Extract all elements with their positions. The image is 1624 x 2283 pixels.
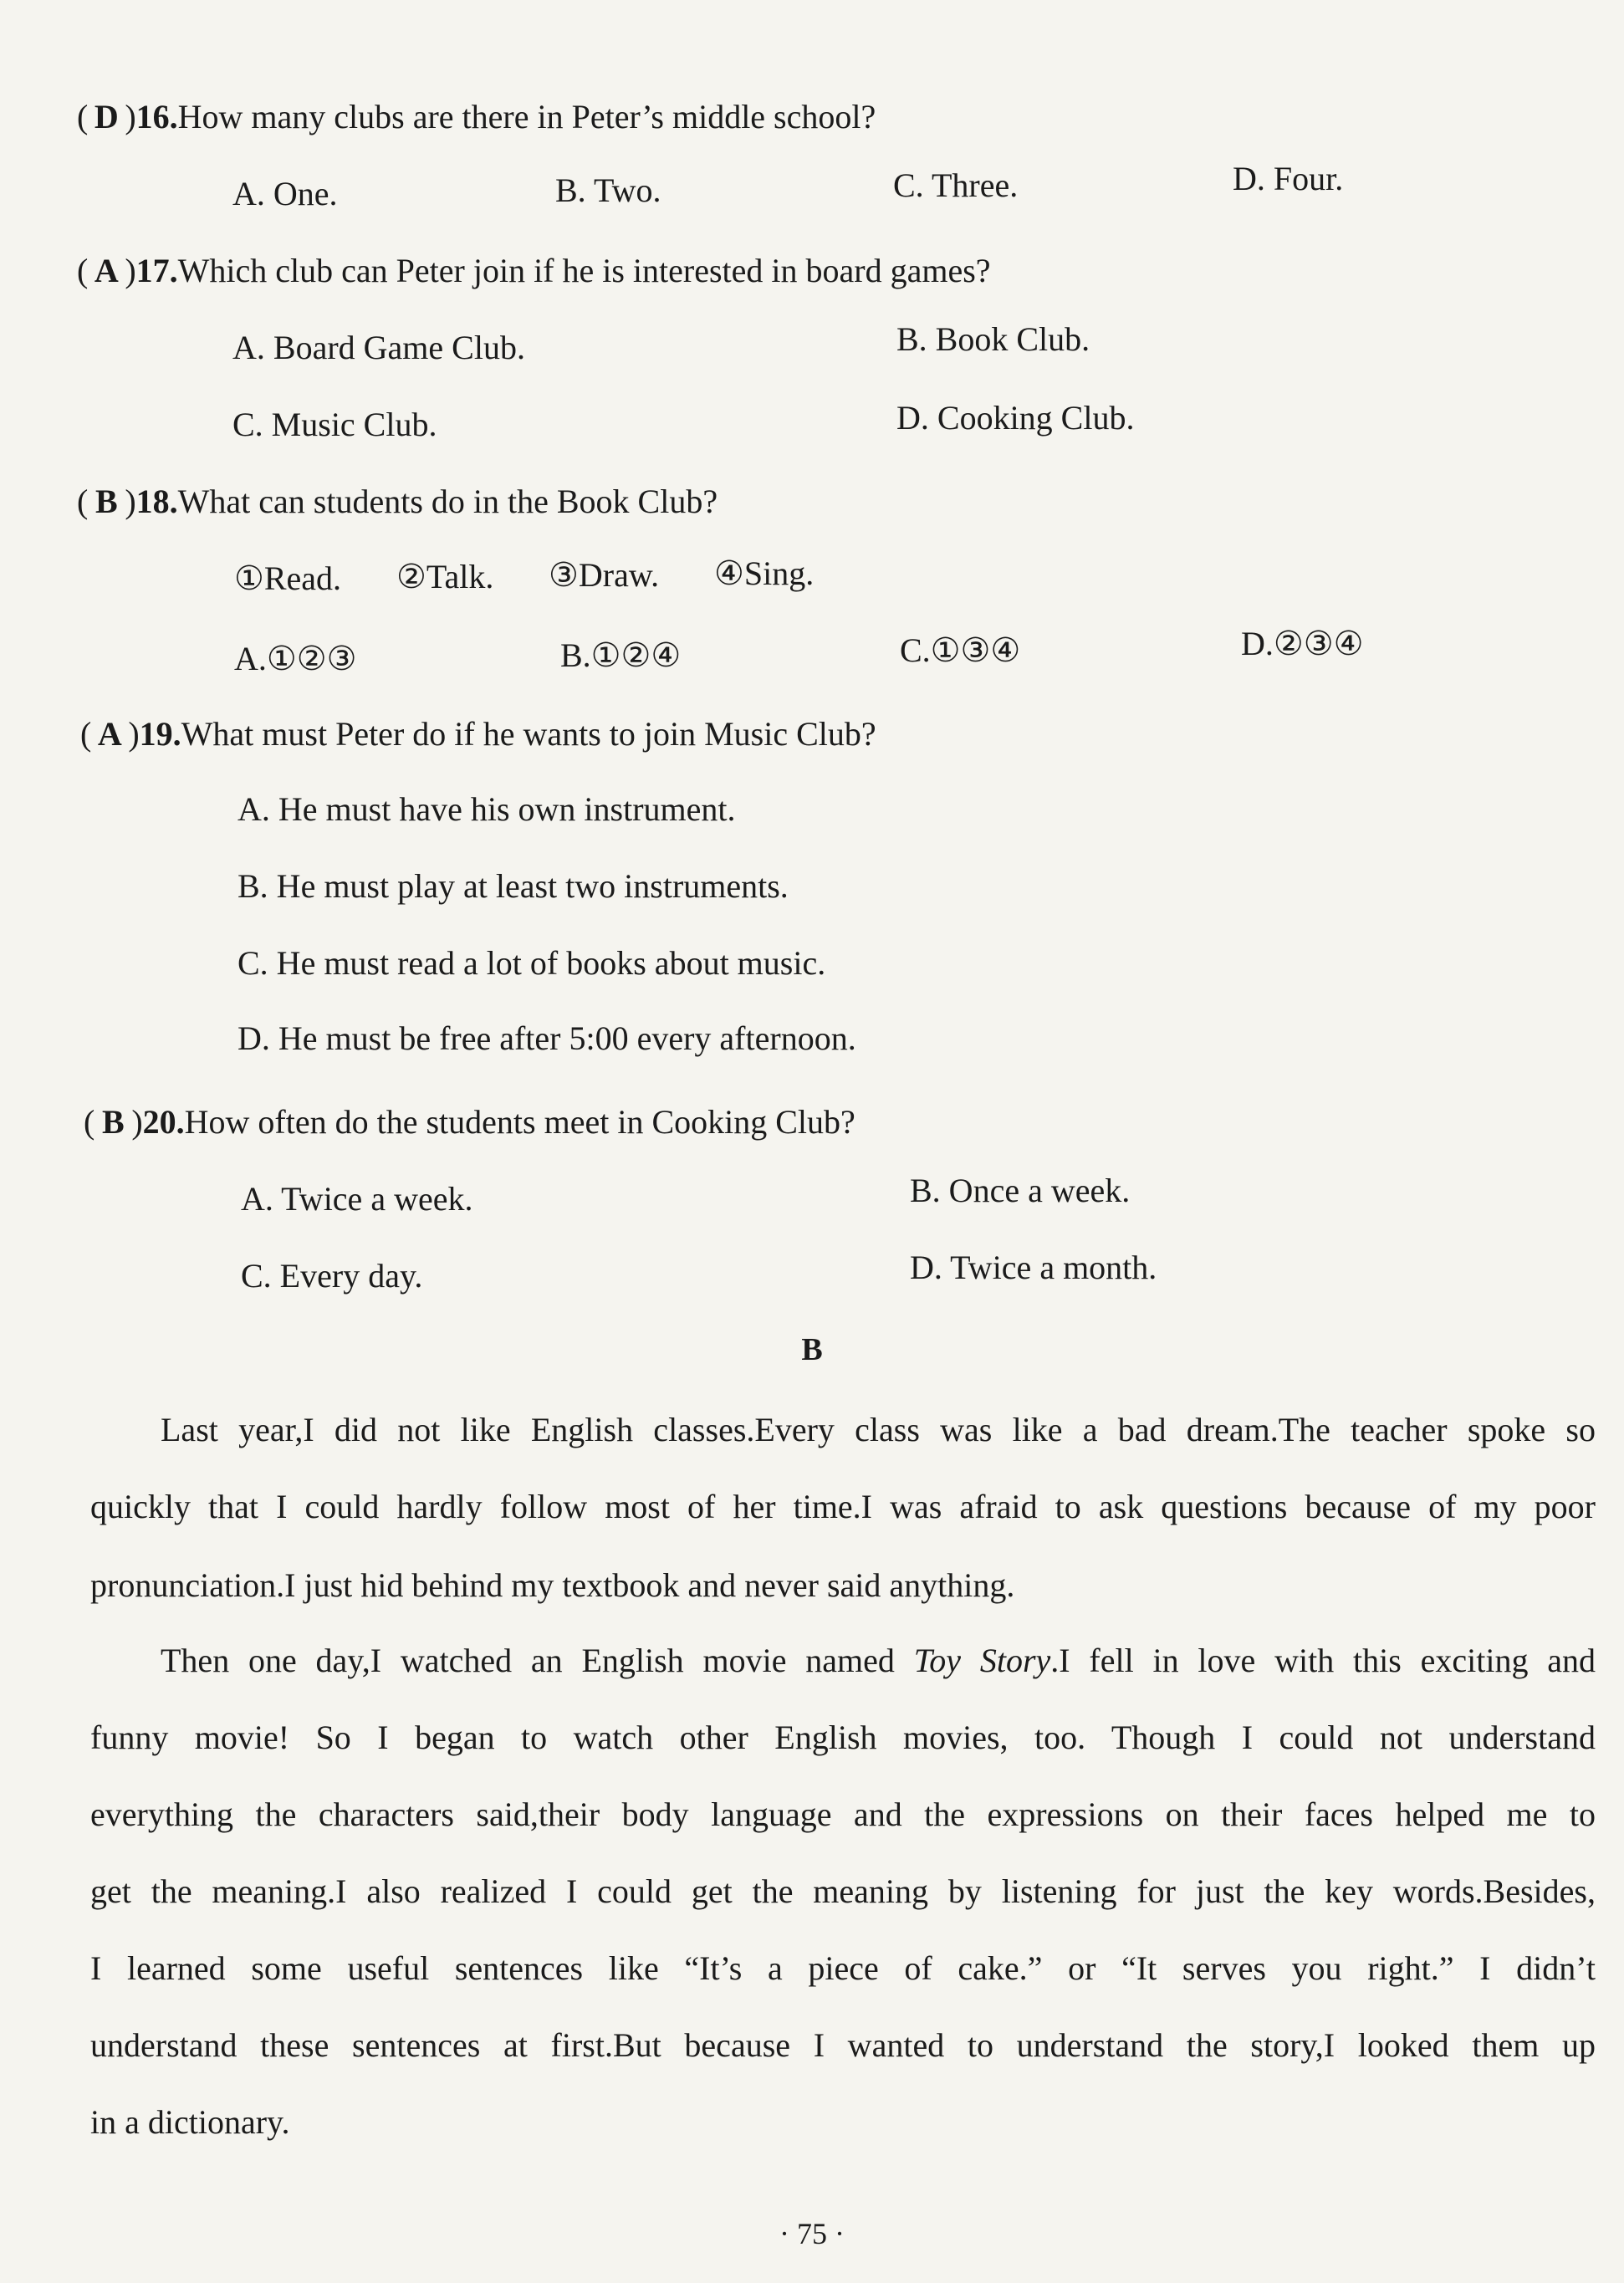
answer-17: A [94,252,119,289]
passage-line: understand these sentences at first.But because I wanted to understand the story,I looked them up [90,2026,1596,2064]
question-number: 16. [135,98,178,135]
option-a: A. One. [232,175,338,212]
answer-18: B [94,483,118,520]
question-text: What must Peter do if he wants to join Music Club? [181,715,876,753]
option-d: D.②③④ [1241,625,1364,662]
option-c: C. He must read a lot of books about music. [237,944,826,982]
question-18: ( B )18.What can students do in the Book Club? [77,480,718,524]
item-3: ③Draw. [549,556,660,594]
option-b: B.①②④ [560,636,682,674]
answer-16: D [94,98,119,135]
option-c: C.①③④ [900,631,1021,669]
option-c: C. Every day. [241,1257,423,1295]
question-19: ( A )19.What must Peter do if he wants to join Music Club? [80,712,876,756]
passage-line: everything the characters said,their body language and the expressions on their faces helped me to [90,1795,1596,1833]
answer-20: B [101,1103,125,1141]
question-number: 19. [139,715,181,753]
item-4: ④Sing. [714,554,815,592]
passage-line: Last year,I did not like English classes.Every class was like a bad dream.The teacher spoke so [161,1411,1596,1448]
passage-line: funny movie! So I began to watch other English movies, too. Though I could not understand [90,1719,1596,1756]
option-d: D. Twice a month. [910,1249,1157,1286]
question-20: ( B )20.How often do the students meet in Cooking Club? [84,1101,855,1144]
option-b: B. He must play at least two instruments. [237,867,789,905]
item-2: ②Talk. [396,558,494,595]
passage-line: I learned some useful sentences like “It’s a piece of cake.” or “It serves you right.” I didn’t [90,1949,1596,1987]
question-text: How many clubs are there in Peter’s middle school? [177,98,876,135]
question-number: 20. [142,1103,185,1141]
question-number: 18. [135,483,178,520]
movie-title: Toy Story [913,1642,1051,1679]
passage-line: in a dictionary. [90,2103,290,2141]
option-d: D. He must be free after 5:00 every afternoon. [237,1019,856,1057]
page-number: · 75 · [779,2217,845,2250]
question-number: 17. [135,252,178,289]
passage-line: Then one day,I watched an English movie named Toy Story.I fell in love with this exciting and [161,1642,1596,1679]
option-a: A. Board Game Club. [232,329,525,366]
passage-line: pronunciation.I just hid behind my textbook and never said anything. [90,1566,1015,1604]
question-text: What can students do in the Book Club? [177,483,718,520]
option-d: D. Four. [1233,160,1344,197]
passage-line: get the meaning.I also realized I could get the meaning by listening for just the key words.Besides, [90,1872,1596,1910]
option-b: B. Once a week. [910,1172,1131,1209]
option-d: D. Cooking Club. [896,399,1135,437]
option-a: A.①②③ [234,640,357,677]
option-a: A. Twice a week. [241,1180,473,1218]
option-c: C. Three. [893,166,1019,204]
option-c: C. Music Club. [232,406,437,443]
option-b: B. Two. [555,171,661,209]
item-1: ①Read. [234,559,342,597]
question-16: ( D )16.How many clubs are there in Peter’s middle school? [77,95,876,139]
question-text: Which club can Peter join if he is interested in board games? [177,252,991,289]
option-b: B. Book Club. [896,320,1090,358]
option-a: A. He must have his own instrument. [237,790,736,828]
question-17: ( A )17.Which club can Peter join if he is interested in board games? [77,249,991,293]
question-text: How often do the students meet in Cooking Club? [184,1103,855,1141]
answer-19: A [97,715,122,753]
section-title: B [801,1332,823,1367]
passage-line: quickly that I could hardly follow most of her time.I was afraid to ask questions because of my poor [90,1488,1596,1525]
